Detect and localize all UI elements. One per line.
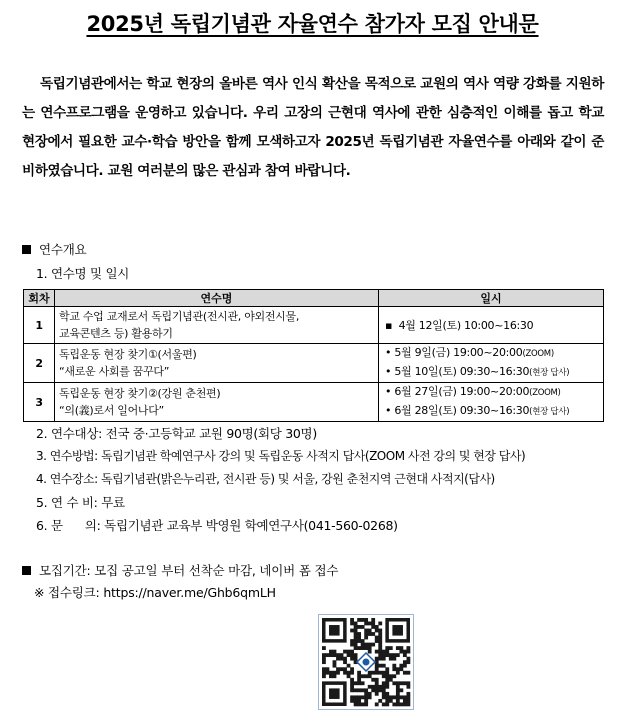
schedule-note: (ZOOM) <box>522 349 554 359</box>
round-number: 1 <box>24 307 55 344</box>
header-name: 연수명 <box>55 290 379 307</box>
schedule-table <box>23 289 604 422</box>
schedule-text: 6월 28일(토) 09:30~16:30 <box>394 404 530 417</box>
schedule-item: • 5월 9일(금) 19:00~20:00(ZOOM) <box>385 346 554 359</box>
qr-code-graphic <box>319 615 413 709</box>
schedule-item: ▪ 4월 12일(토) 10:00~16:30 <box>385 318 534 332</box>
overview-item-2: 2. 연수대상: 전국 중·고등학교 교원 90명(회당 30명) <box>36 426 317 441</box>
schedule-note: (현장 답사) <box>529 368 570 378</box>
course-name-line: 독립운동 현장 찾기①(서울편) <box>59 348 197 361</box>
overview-heading <box>22 240 87 258</box>
overview-item-6: 6. 문 의: 독립기념관 교육부 박영원 학예연구사(041-560-0268) <box>36 518 398 533</box>
course-name-line: 학교 수업 교재로서 독립기념관(전시관, 야외전시물, <box>59 310 300 323</box>
table-header-row <box>24 290 604 307</box>
page-title: 2025년 독립기념관 자율연수 참가자 모집 안내문 <box>86 12 539 36</box>
course-schedule <box>379 344 604 383</box>
recruit-period <box>22 561 338 579</box>
schedule-note: (ZOOM) <box>529 388 561 398</box>
course-name-line: “새로운 사회를 꿈꾸다” <box>59 365 170 378</box>
schedule-note: (현장 답사) <box>529 407 570 417</box>
header-round: 회차 <box>24 290 55 307</box>
schedule-item: • 6월 27일(금) 19:00~20:00(ZOOM) <box>385 385 561 398</box>
schedule-text: 5월 9일(금) 19:00~20:00 <box>394 346 523 359</box>
overview-item-5: 5. 연 수 비: 무료 <box>36 495 125 510</box>
schedule-text: 6월 27일(금) 19:00~20:00 <box>394 385 530 398</box>
square-bullet-icon <box>22 245 31 254</box>
course-name <box>55 383 379 422</box>
table-row <box>24 307 604 344</box>
overview-item-1: 1. 연수명 및 일시 <box>36 266 129 281</box>
course-name-line: 독립운동 현장 찾기②(강원 춘천편) <box>59 387 221 400</box>
table-row <box>24 383 604 422</box>
course-name <box>55 344 379 383</box>
course-name-line: 교육콘텐츠 등) 활용하기 <box>59 327 173 340</box>
qr-code-icon[interactable] <box>318 614 414 710</box>
overview-item-3: 3. 연수방법: 독립기념관 학예연구사 강의 및 독립운동 사적지 답사(ZOOM 사전 강의 및 현장 답사) <box>36 449 526 463</box>
schedule-item: • 6월 28일(토) 09:30~16:30(현장 답사) <box>385 404 570 417</box>
signup-link[interactable]: ※ 접수링크: https://naver.me/Ghb6qmLH <box>34 585 276 600</box>
schedule-item: • 5월 10일(토) 09:30~16:30(현장 답사) <box>385 365 570 378</box>
schedule-text: 4월 12일(토) 10:00~16:30 <box>398 318 534 332</box>
header-date: 일시 <box>379 290 604 307</box>
round-number: 2 <box>24 344 55 383</box>
course-schedule <box>379 383 604 422</box>
table-row <box>24 344 604 383</box>
recruit-period-text: 모집기간: 모집 공고일 부터 선착순 마감, 네이버 폼 접수 <box>39 563 339 578</box>
round-number: 3 <box>24 383 55 422</box>
square-bullet-icon <box>22 566 31 575</box>
course-name <box>55 307 379 344</box>
schedule-text: 5월 10일(토) 09:30~16:30 <box>394 365 530 378</box>
overview-heading-text: 연수개요 <box>39 242 87 257</box>
course-schedule <box>379 307 604 344</box>
intro-paragraph: 독립기념관에서는 학교 현장의 올바른 역사 인식 확산을 목적으로 교원의 역사 역량 강화를 지원하는 연수프로그램을 운영하고 있습니다. 우리 고장의 근현대 역사에 관한 심층적인 이해를 돕고 학교 현장에서 필요한 교수·학습 방안을 함께 모색하고자 2025년 독립기념관 자율연수를 아래와 같이 준비하였습니다. 교원 여러분의 많은 관심과 참여 바랍니다. <box>22 76 604 179</box>
overview-item-4: 4. 연수장소: 독립기념관(밝은누리관, 전시관 등) 및 서울, 강원 춘천지역 근현대 사적지(답사) <box>36 472 495 486</box>
course-name-line: “의(義)로서 일어나다” <box>59 404 164 417</box>
